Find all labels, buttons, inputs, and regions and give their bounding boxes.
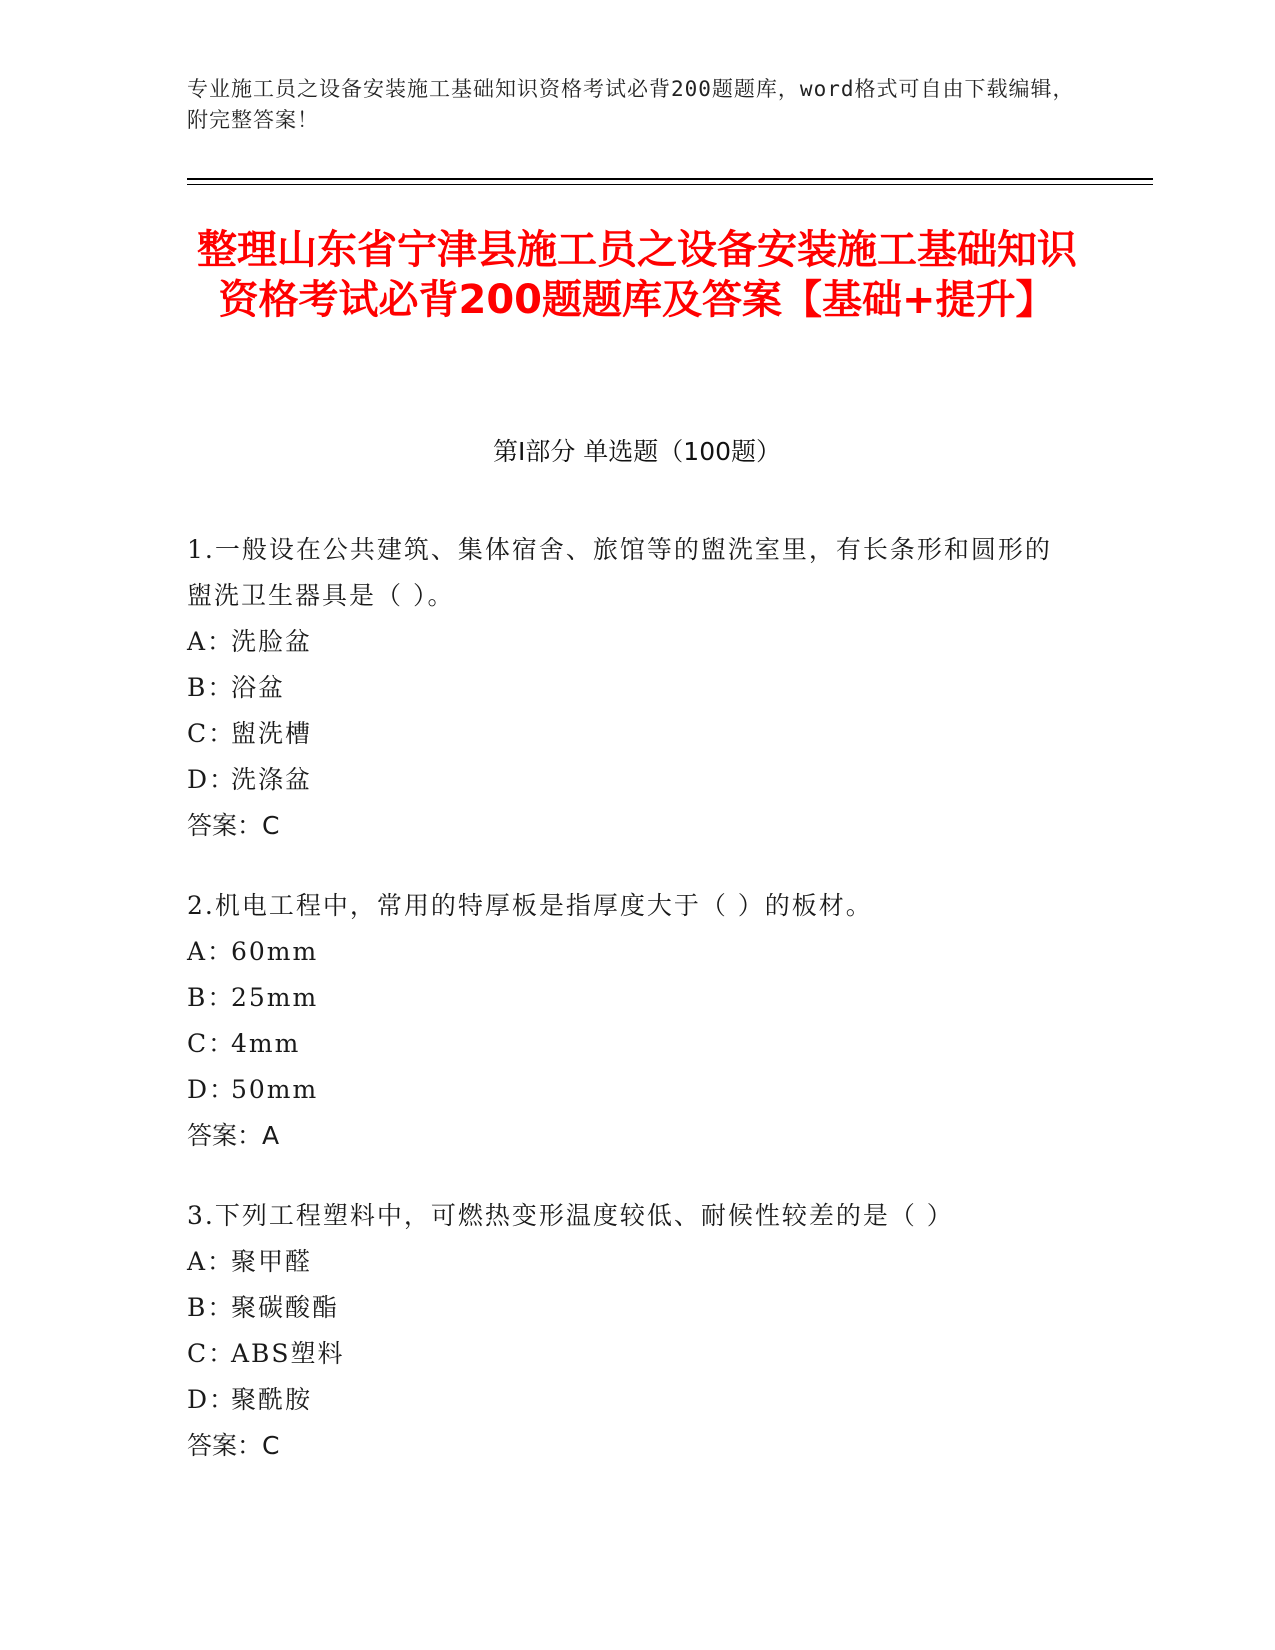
option-text: 25mm (231, 983, 319, 1012)
option-key: D： (187, 1075, 237, 1104)
option-key: B： (187, 1293, 235, 1322)
option-text: 50mm (231, 1075, 319, 1104)
option-text: 60mm (231, 937, 319, 966)
option-key: C： (187, 1029, 236, 1058)
answer-line: 答案：C (187, 811, 280, 840)
header-divider-thick (187, 178, 1153, 180)
option-c (187, 711, 1067, 757)
option-d (187, 1067, 1067, 1113)
question-stem: 2.机电工程中，常用的特厚板是指厚度大于（ ）的板材。 (187, 891, 873, 920)
option-text: 盥洗槽 (231, 719, 313, 748)
option-b (187, 975, 1067, 1021)
question-stem: 1.一般设在公共建筑、集体宿舍、旅馆等的盥洗室里，有长条形和圆形的盥洗卫生器具是（ ）。 (187, 535, 1052, 610)
header-divider-thin (187, 184, 1153, 185)
option-key: A： (187, 937, 235, 966)
option-text: 聚酰胺 (231, 1385, 313, 1414)
option-key: A： (187, 627, 235, 656)
question-3 (187, 1193, 1067, 1469)
option-c (187, 1331, 1067, 1377)
option-b (187, 665, 1067, 711)
option-a (187, 619, 1067, 665)
option-d (187, 757, 1067, 803)
option-key: A： (187, 1247, 235, 1276)
question-2 (187, 883, 1067, 1159)
option-key: C： (187, 719, 236, 748)
section-title: 第I部分 单选题（100题） (492, 437, 782, 466)
option-text: 4mm (231, 1029, 301, 1058)
option-a (187, 929, 1067, 975)
option-text: 聚碳酸酯 (231, 1293, 340, 1322)
option-key: B： (187, 983, 235, 1012)
document-title: 整理山东省宁津县施工员之设备安装施工基础知识资格考试必背200题题库及答案【基础+提升】 (197, 227, 1077, 323)
option-key: D： (187, 1385, 237, 1414)
option-text: 聚甲醛 (231, 1247, 313, 1276)
option-text: 洗脸盆 (231, 627, 313, 656)
option-key: D： (187, 765, 237, 794)
option-key: C： (187, 1339, 236, 1368)
option-a (187, 1239, 1067, 1285)
option-text: ABS塑料 (231, 1339, 345, 1368)
question-list (187, 527, 1067, 1503)
header-note: 专业施工员之设备安装施工基础知识资格考试必背200题题库，word格式可自由下载编辑，附完整答案！ (187, 77, 1075, 132)
option-key: B： (187, 673, 235, 702)
option-text: 洗涤盆 (231, 765, 313, 794)
option-c (187, 1021, 1067, 1067)
question-stem: 3.下列工程塑料中，可燃热变形温度较低、耐候性较差的是（ ） (187, 1201, 954, 1230)
question-1 (187, 527, 1067, 849)
option-d (187, 1377, 1067, 1423)
answer-line: 答案：A (187, 1121, 280, 1150)
option-b (187, 1285, 1067, 1331)
option-text: 浴盆 (231, 673, 286, 702)
answer-line: 答案：C (187, 1431, 280, 1460)
